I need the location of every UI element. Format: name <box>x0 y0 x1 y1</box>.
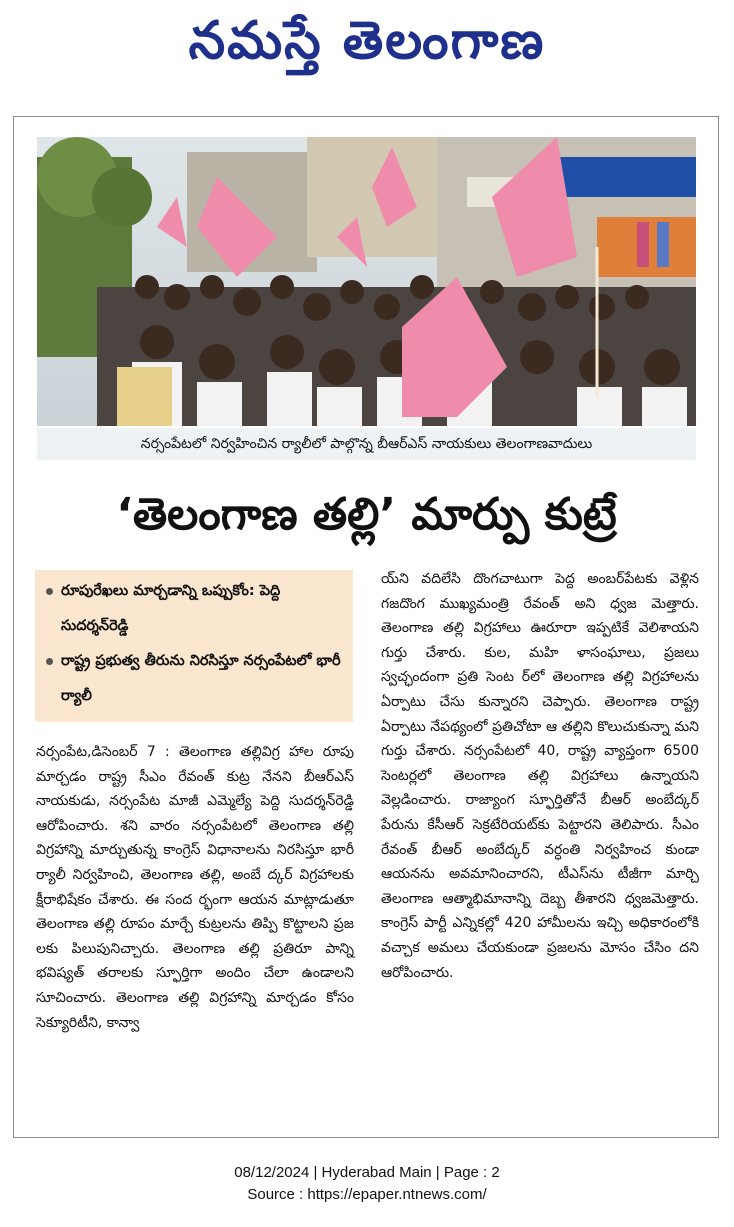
article-body-left: నర్సంపేట,డిసెంబర్ 7 : తెలంగాణ తల్లివిగ్ర హాల రూపు మార్చడం రాష్ట్ర సీఎం రేవంత్ కుట్ర నేనని బీఆర్‌ఎస్ నాయకుడు, నర్సంపేట మాజీ ఎమ్మెల్యే పెద్ది సుదర్శన్‌రెడ్డి ఆరోపించారు. శని వారం నర్సంపేటలో తెలంగాణ తల్లి విగ్రహాన్ని మార్చుతున్న కాంగ్రెస్ విధానాలను నిరసిస్తూ భారీ ర్యాలీ నిర్వహించి, తెలంగాణ తల్లి, అంబే ద్కర్ విగ్రహాలకు క్షీరాభిషేకం చేశారు. ఈ సంద ర్భంగా ఆయన మాట్లాడుతూ తెలంగాణ తల్లి రూపం మార్చే కుట్రలను తిప్పి కొట్టాలని ప్రజ లకు పిలుపునిచ్చారు. తెలంగాణ తల్లి ప్రతిరూ పాన్ని భవిష్యత్ తరాలకు స్ఫూర్తిగా అందిం చేలా ఉండాలని సూచించారు. తెలంగాణ తల్లి విగ్రహాన్ని మార్చడం కోసం సెక్యూరిటీని, కాన్వా <box>36 744 354 1031</box>
highlight-text: రాష్ట్ర ప్రభుత్వ తీరును నిరసిస్తూ నర్సంపేటలో భారీ ర్యాలీ <box>61 653 341 704</box>
highlights-box <box>35 570 353 722</box>
article-column-right <box>381 567 699 985</box>
footer-date-edition: 08/12/2024 | Hyderabad Main | Page : 2 <box>234 1164 500 1181</box>
headline: ‘తెలంగాణ తల్లి’ మార్పు కుట్రే <box>116 489 617 540</box>
article-body-right: య్‌ని వదిలేసి దొంగచాటుగా పెద్ద అంబర్‌పేటకు వెళ్లిన గజదొంగ ముఖ్యమంత్రి రేవంత్ అని ధ్వజ మెత్తారు. తెలంగాణ తల్లి విగ్రహాలు ఊరూరా ఇప్పటికే వెలిశాయని గుర్తు చేశారు. కుల, మహి ళాసంఘాలు, ప్రజలు స్వచ్ఛందంగా ప్రతి సెంట ర్‌లో తెలంగాణ తల్లి విగ్రహాలను ఏర్పాటు చేసు కున్నారని చెప్పారు. తెలంగాణ రాష్ట్ర ఏర్పాటు నేపథ్యంలో ప్రతిచోటా ఆ తల్లిని కొలుచుకున్నా మని గుర్తు చేశారు. నర్సంపేటలో 40, రాష్ట్ర వ్యాప్తంగా 6500 సెంటర్లలో తెలంగాణ తల్లి విగ్రహాలు ఉన్నాయని వెల్లడించారు. రాజ్యాంగ స్ఫూర్తితోనే బీఆర్ అంబేద్కర్ పేరును కేసీఆర్ సెక్రటేరియట్‌కు పెట్టారని తెలిపారు. సీఎం రేవంత్ బీఆర్ అంబేద్కర్ వర్ధంతి నిర్వహించ కుండా ఆయనను అవమానించారని, టీఎస్‌ను టీజీగా మార్చి తెలంగాణ ఆత్మాభిమానాన్ని దెబ్బ తీశారని ధ్వజమెత్తారు. కాంగ్రెస్ పార్టీ ఎన్నికల్లో 420 హామీలను ఇచ్చి అధికారంలోకి వచ్చాక అమలు చేయకుండా ప్రజలను మోసం చేసిం దని ఆరోపించారు. <box>381 571 699 981</box>
footer-source-link[interactable]: Source : https://epaper.ntnews.com/ <box>247 1186 487 1203</box>
photo-caption: నర్సంపేటలో నిర్వహించిన ర్యాలీలో పాల్గొన్న బీఆర్‌ఎస్ నాయకులు తెలంగాణవాదులు <box>37 428 696 460</box>
masthead-title: నమస్తే తెలంగాణ <box>188 11 546 71</box>
highlight-item <box>43 574 345 644</box>
rally-photo <box>37 137 696 426</box>
highlight-text: రూపురేఖలు మార్చడాన్ని ఒప్పుకోం: పెద్ది సుదర్శన్‌రెడ్డి <box>61 583 281 634</box>
masthead-logo <box>0 6 734 76</box>
rally-photo-illustration <box>37 137 696 426</box>
bullet-icon <box>46 658 53 665</box>
article-column-left <box>36 740 354 1035</box>
bullet-icon <box>46 588 53 595</box>
highlight-item <box>43 644 345 714</box>
